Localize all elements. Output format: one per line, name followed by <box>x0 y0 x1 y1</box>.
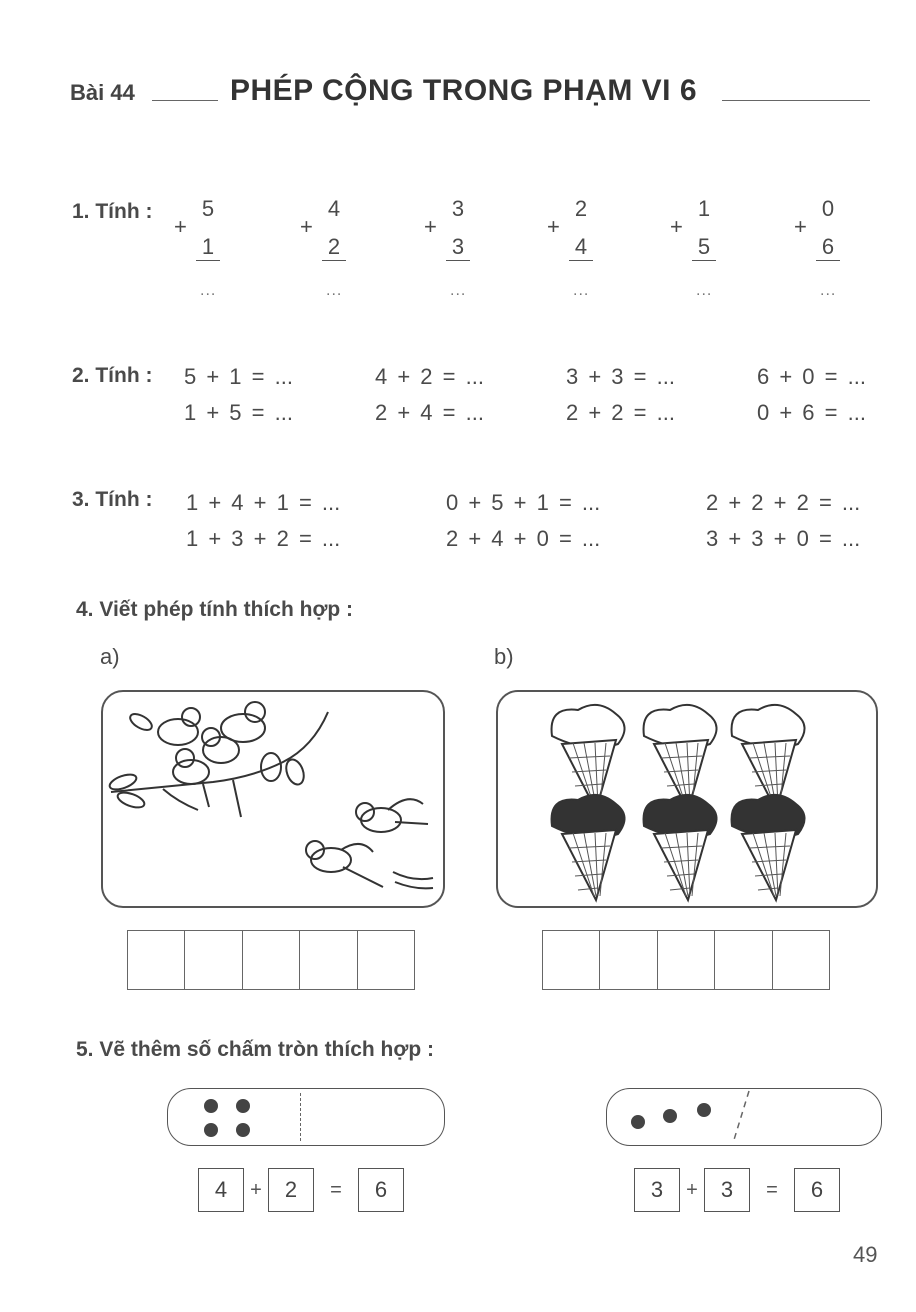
addend-top: 1 <box>697 196 711 221</box>
plus-sign: + <box>250 1178 262 1201</box>
answer-cell[interactable] <box>300 931 357 989</box>
column-problem <box>543 196 603 308</box>
expression[interactable]: 0 + 6 = ... <box>757 400 866 425</box>
addend-top: 4 <box>327 196 341 221</box>
icecream-illustration <box>498 692 876 906</box>
answer-cell[interactable] <box>600 931 657 989</box>
dot <box>697 1103 711 1117</box>
dot <box>236 1099 250 1113</box>
dot-card-right[interactable] <box>606 1088 882 1146</box>
answer-cell[interactable] <box>773 931 829 989</box>
addend-top: 5 <box>201 196 215 221</box>
dot <box>204 1123 218 1137</box>
ex1-label: 1. Tính : <box>72 200 153 223</box>
answer-cell[interactable] <box>658 931 715 989</box>
vanilla-icecream-icon <box>552 705 625 810</box>
sum-box[interactable]: 6 <box>358 1168 404 1212</box>
answer-cell[interactable] <box>543 931 600 989</box>
equation-left <box>198 1168 404 1212</box>
equals-sign: = <box>766 1178 778 1201</box>
expression[interactable]: 2 + 4 = ... <box>375 400 484 425</box>
part-a-label: a) <box>100 644 120 669</box>
answer-blank[interactable]: ... <box>820 282 837 299</box>
chocolate-icecream-icon <box>644 795 717 900</box>
expression[interactable]: 4 + 2 = ... <box>375 364 484 389</box>
column-problem <box>170 196 230 308</box>
addend-top: 2 <box>574 196 588 221</box>
birds-illustration <box>103 692 443 906</box>
dot-card-left[interactable] <box>167 1088 445 1146</box>
addend-bottom: 1 <box>196 234 220 261</box>
expression[interactable]: 2 + 2 + 2 = ... <box>706 490 861 515</box>
page-title: PHÉP CỘNG TRONG PHẠM VI 6 <box>230 74 698 107</box>
answer-blank[interactable]: ... <box>450 282 467 299</box>
expression[interactable]: 1 + 3 + 2 = ... <box>186 526 341 551</box>
dot <box>204 1099 218 1113</box>
birds-picture <box>101 690 445 908</box>
answer-box-b[interactable] <box>542 930 830 990</box>
header-rule-right <box>722 100 870 101</box>
expression[interactable]: 1 + 4 + 1 = ... <box>186 490 341 515</box>
ex2-label: 2. Tính : <box>72 364 153 387</box>
expression[interactable]: 1 + 5 = ... <box>184 400 293 425</box>
answer-cell[interactable] <box>715 931 772 989</box>
expression[interactable]: 0 + 5 + 1 = ... <box>446 490 601 515</box>
ex5-label: 5. Vẽ thêm số chấm tròn thích hợp : <box>76 1038 434 1061</box>
page-number: 49 <box>853 1242 878 1267</box>
expression[interactable]: 5 + 1 = ... <box>184 364 293 389</box>
addend-top: 3 <box>451 196 465 221</box>
column-problem <box>790 196 850 308</box>
addend-top: 0 <box>821 196 835 221</box>
column-problem <box>420 196 480 308</box>
plus-sign: + <box>174 214 187 239</box>
answer-box-a[interactable] <box>127 930 415 990</box>
lesson-number: Bài 44 <box>70 80 135 105</box>
plus-sign: + <box>686 1178 698 1201</box>
addend-a-box[interactable]: 4 <box>198 1168 244 1212</box>
plus-sign: + <box>300 214 313 239</box>
vanilla-icecream-icon <box>732 705 805 810</box>
vanilla-icecream-icon <box>644 705 717 810</box>
equation-right <box>634 1168 840 1212</box>
plus-sign: + <box>794 214 807 239</box>
header-rule-left <box>152 100 218 101</box>
answer-cell[interactable] <box>358 931 414 989</box>
plus-sign: + <box>547 214 560 239</box>
addend-a-box[interactable]: 3 <box>634 1168 680 1212</box>
part-b-label: b) <box>494 644 514 669</box>
answer-cell[interactable] <box>128 931 185 989</box>
addend-bottom: 3 <box>446 234 470 261</box>
expression[interactable]: 3 + 3 = ... <box>566 364 675 389</box>
dot <box>631 1115 645 1129</box>
addend-bottom: 2 <box>322 234 346 261</box>
addend-b-box[interactable]: 3 <box>704 1168 750 1212</box>
addend-bottom: 4 <box>569 234 593 261</box>
sum-box[interactable]: 6 <box>794 1168 840 1212</box>
addend-b-box[interactable]: 2 <box>268 1168 314 1212</box>
answer-cell[interactable] <box>243 931 300 989</box>
plus-sign: + <box>670 214 683 239</box>
expression[interactable]: 6 + 0 = ... <box>757 364 866 389</box>
addend-bottom: 6 <box>816 234 840 261</box>
expression[interactable]: 2 + 2 = ... <box>566 400 675 425</box>
expression[interactable]: 3 + 3 + 0 = ... <box>706 526 861 551</box>
answer-blank[interactable]: ... <box>200 282 217 299</box>
chocolate-icecream-icon <box>732 795 805 900</box>
card-divider <box>300 1093 301 1141</box>
dot <box>663 1109 677 1123</box>
answer-blank[interactable]: ... <box>573 282 590 299</box>
column-problem <box>296 196 356 308</box>
addend-bottom: 5 <box>692 234 716 261</box>
plus-sign: + <box>424 214 437 239</box>
ex3-label: 3. Tính : <box>72 488 153 511</box>
icecream-picture <box>496 690 878 908</box>
answer-blank[interactable]: ... <box>696 282 713 299</box>
answer-blank[interactable]: ... <box>326 282 343 299</box>
expression[interactable]: 2 + 4 + 0 = ... <box>446 526 601 551</box>
card-divider <box>725 1089 755 1145</box>
equals-sign: = <box>330 1178 342 1201</box>
ex4-label: 4. Viết phép tính thích hợp : <box>76 598 354 621</box>
chocolate-icecream-icon <box>552 795 625 900</box>
column-problem <box>666 196 726 308</box>
answer-cell[interactable] <box>185 931 242 989</box>
dot <box>236 1123 250 1137</box>
